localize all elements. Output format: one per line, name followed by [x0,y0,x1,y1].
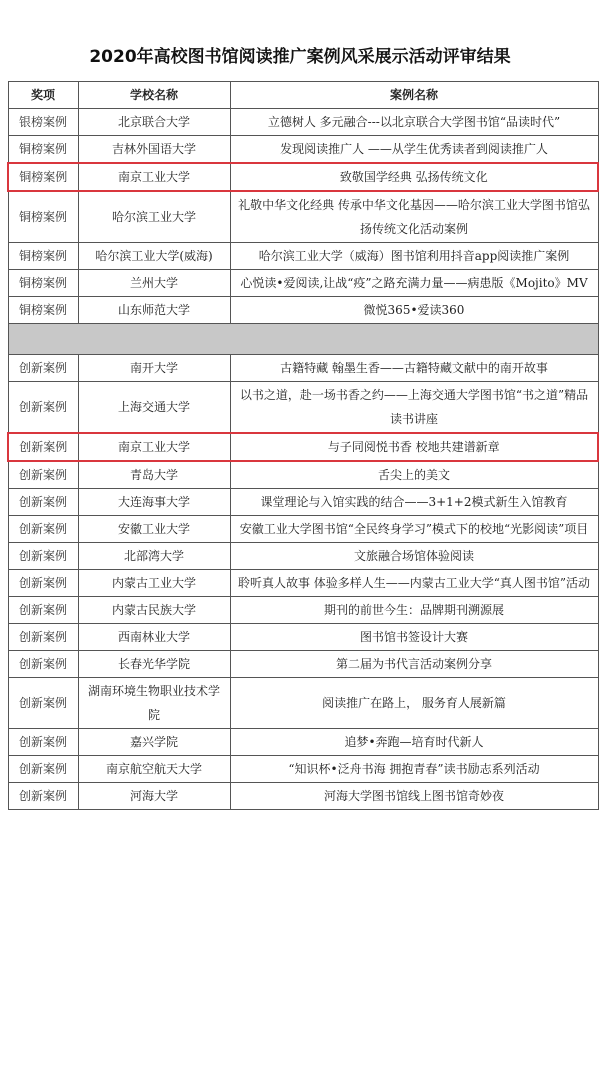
case-cell: 心悦读•爱阅读,让战“疫”之路充满力量——病患版《Mojito》MV [230,270,598,297]
header-case: 案例名称 [230,82,598,109]
table-row [8,109,598,136]
school-cell: 南开大学 [78,355,230,382]
separator-row [8,324,598,355]
school-cell: 青岛大学 [78,461,230,489]
table-row [8,597,598,624]
award-cell: 创新案例 [8,516,78,543]
case-cell: 哈尔滨工业大学（威海）图书馆利用抖音app阅读推广案例 [230,243,598,270]
school-cell: 北部湾大学 [78,543,230,570]
school-cell: 安徽工业大学 [78,516,230,543]
case-cell: 与子同阅悦书香 校地共建谱新章 [230,433,598,461]
school-cell: 哈尔滨工业大学 [78,191,230,243]
school-cell: 南京航空航天大学 [78,756,230,783]
award-cell: 创新案例 [8,678,78,729]
award-cell: 创新案例 [8,543,78,570]
school-cell: 湖南环境生物职业技术学院 [78,678,230,729]
case-cell: 致敬国学经典 弘扬传统文化 [230,163,598,191]
school-cell: 长春光华学院 [78,651,230,678]
award-cell: 创新案例 [8,570,78,597]
case-cell: “知识杯•泛舟书海 拥抱青春”读书励志系列活动 [230,756,598,783]
award-cell: 创新案例 [8,382,78,434]
case-cell: 发现阅读推广人 ——从学生优秀读者到阅读推广人 [230,136,598,164]
header-row [8,82,598,109]
table-row [8,624,598,651]
separator-cell [8,324,598,355]
case-cell: 第二届为书代言活动案例分享 [230,651,598,678]
award-cell: 创新案例 [8,597,78,624]
table-row [8,191,598,243]
table-row [8,270,598,297]
page-title: 2020年高校图书馆阅读推广案例风采展示活动评审结果 [89,47,511,67]
award-cell: 铜榜案例 [8,191,78,243]
school-cell: 内蒙古工业大学 [78,570,230,597]
table-row [8,297,598,324]
table-row [8,570,598,597]
table-row [8,355,598,382]
table-body [8,109,598,810]
award-cell: 创新案例 [8,729,78,756]
table-row [8,489,598,516]
case-cell: 聆听真人故事 体验多样人生——内蒙古工业大学“真人图书馆”活动 [230,570,598,597]
school-cell: 山东师范大学 [78,297,230,324]
case-cell: 安徽工业大学图书馆“全民终身学习”模式下的校地“光影阅读”项目 [230,516,598,543]
school-cell: 哈尔滨工业大学(威海) [78,243,230,270]
case-cell: 期刊的前世今生：品牌期刊溯源展 [230,597,598,624]
case-cell: 古籍特藏 翰墨生香——古籍特藏文献中的南开故事 [230,355,598,382]
table-row [8,756,598,783]
award-cell: 创新案例 [8,355,78,382]
case-cell: 课堂理论与入馆实践的结合——3+1+2模式新生入馆教育 [230,489,598,516]
table-row [8,243,598,270]
header-school: 学校名称 [78,82,230,109]
case-cell: 图书馆书签设计大赛 [230,624,598,651]
school-cell: 河海大学 [78,783,230,810]
case-cell: 追梦•奔跑—培育时代新人 [230,729,598,756]
table-row [8,651,598,678]
table-row [8,678,598,729]
school-cell: 兰州大学 [78,270,230,297]
award-cell: 创新案例 [8,651,78,678]
school-cell: 南京工业大学 [78,163,230,191]
header-award: 奖项 [8,82,78,109]
school-cell: 大连海事大学 [78,489,230,516]
case-cell: 阅读推广在路上， 服务育人展新篇 [230,678,598,729]
school-cell: 西南林业大学 [78,624,230,651]
table-row [8,136,598,164]
school-cell: 嘉兴学院 [78,729,230,756]
case-cell: 立德树人 多元融合---以北京联合大学图书馆“品读时代” [230,109,598,136]
award-cell: 铜榜案例 [8,297,78,324]
award-cell: 创新案例 [8,489,78,516]
award-cell: 铜榜案例 [8,163,78,191]
results-table [7,81,599,810]
award-cell: 铜榜案例 [8,270,78,297]
table-row [8,543,598,570]
award-cell: 创新案例 [8,624,78,651]
table-row [8,433,598,461]
table-row [8,516,598,543]
table-row [8,163,598,191]
case-cell: 文旅融合场馆体验阅读 [230,543,598,570]
school-cell: 南京工业大学 [78,433,230,461]
case-cell: 河海大学图书馆线上图书馆奇妙夜 [230,783,598,810]
award-cell: 铜榜案例 [8,136,78,164]
case-cell: 微悦365•爱读360 [230,297,598,324]
table-row [8,382,598,434]
school-cell: 吉林外国语大学 [78,136,230,164]
case-cell: 礼敬中华文化经典 传承中华文化基因——哈尔滨工业大学图书馆弘扬传统文化活动案例 [230,191,598,243]
award-cell: 创新案例 [8,783,78,810]
award-cell: 创新案例 [8,433,78,461]
award-cell: 铜榜案例 [8,243,78,270]
award-cell: 创新案例 [8,461,78,489]
school-cell: 内蒙古民族大学 [78,597,230,624]
school-cell: 北京联合大学 [78,109,230,136]
award-cell: 创新案例 [8,756,78,783]
case-cell: 舌尖上的美文 [230,461,598,489]
table-row [8,729,598,756]
award-cell: 银榜案例 [8,109,78,136]
table-row [8,783,598,810]
table-row [8,461,598,489]
case-cell: 以书之道，赴一场书香之约——上海交通大学图书馆“书之道”精品读书讲座 [230,382,598,434]
school-cell: 上海交通大学 [78,382,230,434]
